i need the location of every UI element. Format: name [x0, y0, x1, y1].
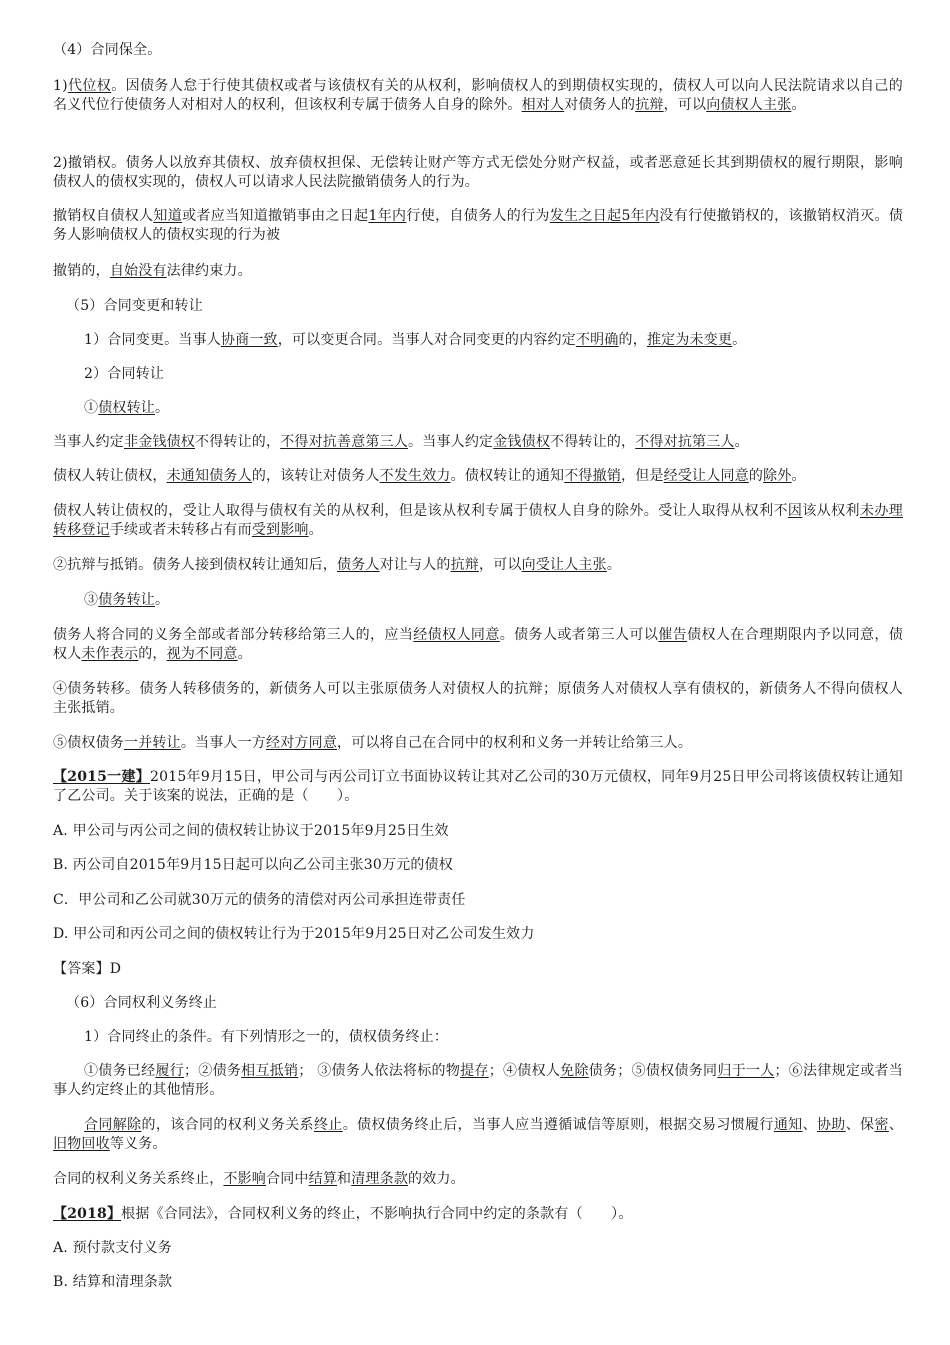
- text-run: 等义务。: [109, 1136, 167, 1152]
- text-run: ②抗辩与抵销。债务人接到债权转让通知后，: [53, 557, 337, 573]
- underlined-term: 金钱债权: [493, 434, 551, 450]
- text-run: 手续或者未转移占有而: [109, 522, 252, 538]
- underlined-term: 抗辩: [450, 557, 480, 573]
- underlined-term: 自始没有: [109, 263, 167, 279]
- paragraph-revocation-effect: [53, 262, 903, 281]
- underlined-term: 债务转让: [98, 592, 156, 608]
- text-run: 。: [606, 557, 622, 573]
- text-run: 。: [155, 400, 170, 416]
- underlined-term: 协助: [816, 1117, 846, 1133]
- underlined-term: 未作表示: [81, 646, 139, 662]
- underlined-term: 不明确: [575, 332, 619, 348]
- text-run: ⑤债权债务: [53, 735, 124, 751]
- underlined-term: 经受让人同意: [663, 468, 749, 484]
- underlined-term: 清理条款: [351, 1171, 409, 1187]
- text-run: 债务；⑤债权债务同: [588, 1063, 718, 1079]
- text-run: 没有行使撤销权的，该撤销权消灭。债务人影响债权人的债权实现的行为被: [53, 208, 904, 243]
- text-run: ；②债务: [184, 1063, 242, 1079]
- text-run: 。: [732, 332, 747, 348]
- underlined-term: 不发生效力: [379, 468, 451, 484]
- paragraph-termination-list: [53, 1062, 903, 1100]
- underlined-term: 归于一人: [717, 1063, 775, 1079]
- text-run: ，可以将自己在合同中的权利和义务一并转让给第三人。: [337, 735, 693, 751]
- text-run: 该从权利: [802, 503, 860, 519]
- text-run: 。: [237, 646, 252, 662]
- underlined-term: 协商一致: [220, 332, 278, 348]
- text-run: （5）合同变更和转让: [66, 298, 203, 314]
- text-run: ，可以变更合同。当事人对合同变更的内容约定: [277, 332, 576, 348]
- text-run: 。当事人一方: [180, 735, 267, 751]
- underlined-term: 不影响: [223, 1171, 267, 1187]
- text-run: 不得转让的，: [195, 434, 281, 450]
- underlined-term: 一并转让: [124, 735, 181, 751]
- text-run: 。: [155, 592, 170, 608]
- text-run: 撤销权自债权人: [53, 208, 154, 224]
- text-run: B. 丙公司自2015年9月15日起可以向乙公司主张30万元的债权: [53, 857, 453, 873]
- text-run: 。债权债务终止后，当事人应当遵循诚信等原则，根据交易习惯履行: [342, 1117, 774, 1133]
- text-run: 。债权转让的通知: [450, 468, 565, 484]
- text-run: 的: [748, 468, 764, 484]
- underlined-term: 向债权人主张: [706, 97, 792, 113]
- text-run: 对债务人的: [564, 97, 636, 113]
- paragraph-contract-change: [84, 331, 903, 350]
- text-run: 的，该转让对债务人: [251, 468, 380, 484]
- text-run: 撤销的，: [53, 263, 110, 279]
- text-run: 、: [802, 1117, 817, 1133]
- underlined-term: 债务人: [337, 557, 380, 573]
- underlined-term: 【2018】: [53, 1206, 122, 1222]
- text-run: ；④债权人: [488, 1063, 561, 1079]
- underlined-term: 知道: [153, 208, 183, 224]
- underlined-term: 提存: [460, 1063, 489, 1079]
- subheading-claim-assignment: [84, 399, 903, 418]
- text-run: 对让与人的: [379, 557, 451, 573]
- text-run: 合同中: [266, 1171, 309, 1187]
- paragraph-revocation-right: [53, 154, 903, 192]
- underlined-term: 催告: [658, 627, 688, 643]
- underlined-term: 1年内: [368, 208, 407, 224]
- section-heading-termination: [66, 994, 903, 1013]
- text-run: ，但是: [621, 468, 664, 484]
- text-run: A. 甲公司与丙公司之间的债权转让协议于2015年9月25日生效: [53, 823, 449, 839]
- text-run: 债权人转让债权的，受让人取得与债权有关的从权利，但是该从权利专属于债权人自身的除外。受让人取得从权利不: [53, 503, 788, 519]
- text-run: 2）合同转让: [84, 366, 165, 382]
- section-heading-change-transfer: [66, 297, 903, 316]
- underlined-term: 受到影响: [251, 522, 309, 538]
- underlined-term: 终止: [313, 1117, 343, 1133]
- text-run: ，可以: [479, 557, 522, 573]
- text-run: 、: [888, 1117, 904, 1133]
- underlined-term: 不得对抗第三人: [635, 434, 735, 450]
- text-run: 行使，自债务人的行为: [406, 208, 550, 224]
- underlined-term: 非金钱债权: [124, 434, 195, 450]
- text-run: 。: [791, 468, 806, 484]
- underlined-term: 抗辩: [635, 97, 664, 113]
- text-run: B. 结算和清理条款: [53, 1274, 173, 1290]
- text-run: 。: [734, 434, 749, 450]
- paragraph-settlement-clause: [53, 1170, 903, 1189]
- text-run: 合同的权利义务关系终止，: [53, 1171, 224, 1187]
- text-run: A. 预付款支付义务: [53, 1240, 173, 1256]
- text-run: 【答案】D: [53, 961, 122, 977]
- underlined-term: 免除: [560, 1063, 589, 1079]
- question-2015-option-a: [53, 822, 903, 841]
- text-run: 。当事人约定: [408, 434, 494, 450]
- question-2015-answer: [53, 960, 903, 979]
- text-run: 法律约束力。: [166, 263, 252, 279]
- underlined-term: 不得对抗善意第三人: [280, 434, 409, 450]
- paragraph-combined-transfer: [53, 734, 903, 753]
- question-2015-stem: [53, 768, 903, 806]
- text-run: 或者应当知道撤销事由之日起: [182, 208, 369, 224]
- text-run: 1): [53, 78, 68, 94]
- paragraph-assignment-restriction: [53, 433, 903, 452]
- text-run: ； ③债务人依法将标的物: [298, 1063, 461, 1079]
- text-run: 不得转让的，: [550, 434, 636, 450]
- text-run: D. 甲公司和丙公司之间的债权转让行为于2015年9月25日对乙公司发生效力: [53, 926, 535, 942]
- text-run: 1）合同终止的条件。有下列情形之一的，债权债务终止：: [84, 1029, 449, 1045]
- subheading-debt-transfer: [84, 591, 903, 610]
- question-2015-option-d: [53, 925, 903, 944]
- underlined-term: 除外: [763, 468, 792, 484]
- text-run: C．甲公司和乙公司就30万元的债务的清偿对丙公司承担连带责任: [53, 892, 466, 908]
- underlined-term: 代位权: [67, 78, 112, 94]
- subheading-contract-transfer: [84, 365, 903, 384]
- underlined-term: 视为不同意: [166, 646, 238, 662]
- underlined-term: 债权转让: [98, 400, 156, 416]
- underlined-term: 推定为未变更: [646, 332, 733, 348]
- text-run: （4）合同保全。: [53, 42, 162, 58]
- question-2015-option-b: [53, 856, 903, 875]
- text-run: 。因债务人怠于行使其债权或者与该债权有关的从权利，影响债权人的到期债权实现的，债权人可以向人民法院请求以自己的名义代位行使债务人对相对人的权利，但该权利专属于债务人自身的除外。: [53, 78, 903, 113]
- text-run: 。债务人或者第三人可以: [499, 627, 659, 643]
- underlined-term: 通知: [773, 1117, 803, 1133]
- underlined-term: 因: [787, 503, 803, 519]
- text-run: 。: [308, 522, 323, 538]
- underlined-term: 向受让人主张: [521, 557, 607, 573]
- underlined-term: 结算: [308, 1171, 338, 1187]
- text-run: （6）合同权利义务终止: [66, 995, 218, 1011]
- underlined-term: 不得撤销: [564, 468, 622, 484]
- underlined-term: 经债权人同意: [413, 627, 500, 643]
- underlined-term: 相互抵销: [241, 1063, 299, 1079]
- text-run: ①: [84, 400, 99, 416]
- paragraph-debt-transfer-consent: [53, 626, 903, 664]
- paragraph-debt-transfer-defense: [53, 680, 903, 718]
- text-run: ④债务转移。债务人转移债务的，新债务人可以主张原债务人对债权人的抗辩；原债务人对债权人享有债权的，新债务人不得向债权人主张抵销。: [53, 681, 903, 716]
- question-2015-option-c: [53, 891, 903, 910]
- paragraph-termination-conditions: [84, 1028, 903, 1047]
- underlined-term: 旧物回收: [53, 1136, 110, 1152]
- underlined-term: 密: [874, 1117, 889, 1133]
- text-run: ，可以: [663, 97, 707, 113]
- text-run: ①债务已经: [84, 1063, 156, 1079]
- text-run: 、保: [845, 1117, 875, 1133]
- paragraph-rescission: [53, 1116, 903, 1154]
- text-run: 债权人在合理期限内予以同意，债权人: [53, 627, 904, 662]
- text-run: 。: [791, 97, 806, 113]
- text-run: 当事人约定: [53, 434, 124, 450]
- text-run: 的，: [618, 332, 647, 348]
- paragraph-defense-setoff: [53, 556, 903, 575]
- text-run: ；⑥法律规定或者当事人约定终止的其他情形。: [53, 1063, 903, 1098]
- underlined-term: 发生之日起5年内: [549, 208, 660, 224]
- text-run: 2)撤销权。债务人以放弃其债权、放弃债权担保、无偿转让财产等方式无偿处分财产权益，或者恶意延长其到期债权的履行期限，影响债权人的债权实现的，债权人可以请求人民法院撤销债务人的行为。: [53, 155, 903, 190]
- underlined-term: 未通知债务人: [166, 468, 252, 484]
- underlined-term: 未办理转移登记: [53, 503, 903, 538]
- section-heading-contract-preservation: [53, 41, 903, 60]
- question-2018-stem: [53, 1205, 903, 1224]
- paragraph-subrogation-right: [53, 77, 903, 115]
- text-run: 和: [337, 1171, 352, 1187]
- text-run: 债务人将合同的义务全部或者部分转移给第三人的，应当: [53, 627, 414, 643]
- paragraph-assignment-notice: [53, 467, 903, 486]
- text-run: 1）合同变更。当事人: [84, 332, 221, 348]
- paragraph-revocation-period: [53, 207, 903, 245]
- text-run: ③: [84, 592, 99, 608]
- underlined-term: 合同解除: [84, 1117, 142, 1133]
- text-run: 的，: [138, 646, 167, 662]
- text-run: 2015年9月15日，甲公司与丙公司订立书面协议转让其对乙公司的30万元债权，同年9月25日甲公司将该债权转让通知了乙公司。关于该案的说法，正确的是（ ）。: [53, 769, 903, 804]
- paragraph-accessory-rights: [53, 502, 903, 540]
- underlined-term: 经对方同意: [266, 735, 338, 751]
- underlined-term: 相对人: [521, 97, 565, 113]
- text-run: 的，该合同的权利义务关系: [141, 1117, 314, 1133]
- text-run: 债权人转让债权，: [53, 468, 167, 484]
- underlined-term: 履行: [155, 1063, 185, 1079]
- text-run: 根据《合同法》，合同权利义务的终止，不影响执行合同中约定的条款有（ ）。: [121, 1206, 633, 1222]
- underlined-term: 【2015一建】: [53, 769, 151, 785]
- text-run: 的效力。: [408, 1171, 465, 1187]
- question-2018-option-a: [53, 1239, 903, 1258]
- question-2018-option-b: [53, 1273, 903, 1292]
